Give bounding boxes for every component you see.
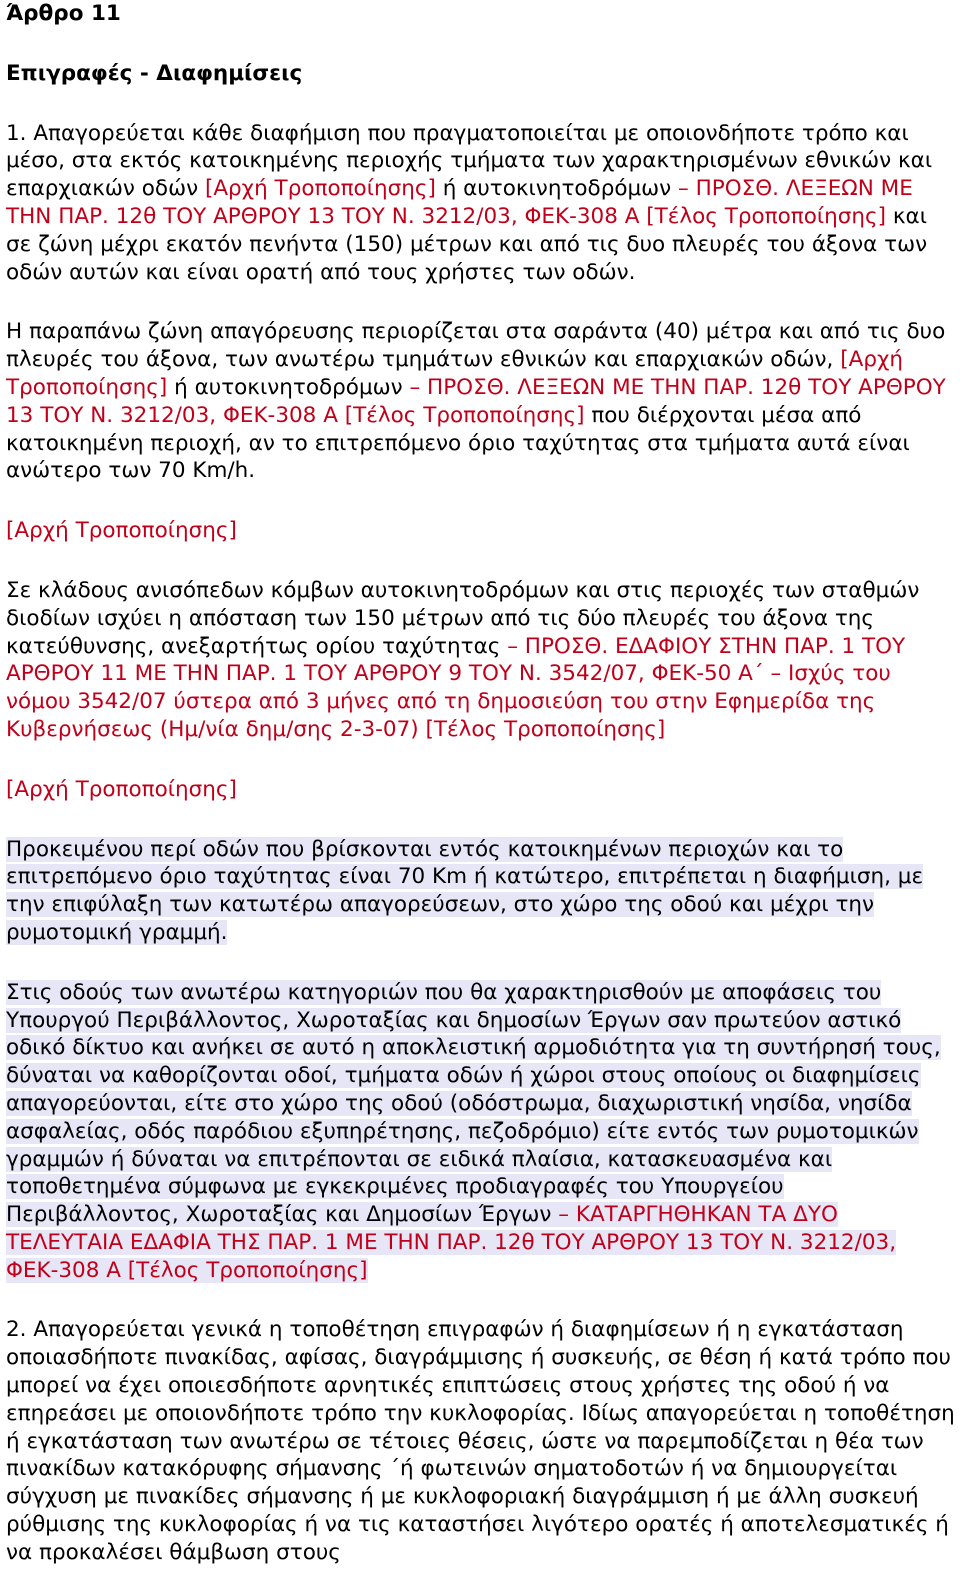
paragraph-1-text-a: 1. Απαγορεύεται κάθε διαφήμιση που πραγματοποιείται με οποιονδήποτε τρόπο και μέσο, στα εκτός κατοικημένης περιοχής τμήματα των χαρακτηρισμένων εθνικών και επαρχιακών οδών: [6, 120, 933, 202]
highlighted-text: Στις οδούς των ανωτέρω κατηγοριών που θα χαρακτηρισθούν με αποφάσεις του Υπουργού Περιβάλλοντος, Χωροταξίας και δημοσίων Έργων σαν πρωτεύον αστικό οδικό δίκτυο και ανήκει σε αυτό η αποκλειστική αρμοδιότητα για τη συντήρησή τους, δύναται να καθορίζονται οδοί, τμήματα οδών ή χώροι στους οποίους οι διαφημίσεις απαγορεύονται, είτε στο χώρο της οδού (οδόστρωμα, διαχωριστική νησίδα, νησίδα ασφαλείας, οδός παρόδιου εξυπηρέτησης, πεζοδρόμιο) είτε εντός των ρυμοτομικών γραμμών ή δύναται να επιτρέπονται σε ειδικά πλαίσια, κατασκευασμένα και τοποθετημένα σύμφωνα με εγκεκριμένες προδιαγραφές του Υπουργείου Περιβάλλοντος, Χωροταξίας και Δημοσίων Έργων: [6, 979, 941, 1228]
paragraph-7: [6, 979, 956, 1285]
paragraph-1-text-b: ή αυτοκινητοδρόμων: [435, 176, 679, 202]
paragraph-4: [6, 577, 956, 744]
paragraph-2-text-b: ή αυτοκινητοδρόμων: [167, 374, 410, 400]
amendment-note: – ΠΡΟΣΘ. ΕΔΑΦΙΟΥ ΣΤΗΝ ΠΑΡ. 1 ΤΟΥ ΑΡΘΡΟΥ 11 ΜΕ ΤΗΝ ΠΑΡ. 1 ΤΟΥ ΑΡΘΡΟΥ 9 ΤΟΥ Ν. 3542/07, ΦΕΚ-50 Α΄ – Ισχύς του νόμου 3542/07 ύστερα από 3 μήνες από τη δημοσιεύση του στην Εφημερίδα της Κυβερνήσεως (Ημ/νία δημ/σης 2-3-07) [Τέλος Τροποποίησης]: [6, 633, 906, 742]
amendment-start-marker: [Αρχή Τροποποίησης]: [6, 347, 904, 400]
paragraph-2: [6, 318, 956, 485]
amendment-start-marker: [Αρχή Τροποποίησης]: [6, 518, 237, 544]
paragraph-1: [6, 120, 956, 287]
paragraph-8-text: 2. Απαγορεύεται γενικά η τοποθέτηση επιγραφών ή διαφημίσεων ή η εγκατάσταση οποιασδήποτε πινακίδας, αφίσας, διαγράμμισης ή συσκευής, σε θέση ή κατά τρόπο που μπορεί να έχει οποιεσδήποτε αρνητικές επιπτώσεις στους χρήστες της οδού ή να επηρεάσει με οποιονδήποτε τρόπο την κυκλοφορίας. Ιδίως απαγορεύεται η τοποθέτηση ή εγκατάσταση των ανωτέρω σε τέτοιες θέσεις, ώστε να παρεμποδίζεται η θέα των πινακίδων κατακόρυφης σήμανσης ΄ή φωτεινών σηματοδοτών ή να δημιουργείται σύγχυση με πινακίδες σήμανσης ή με κυκλοφοριακή διαγράμμιση ή με άλλη συσκευή ρύθμισης της κυκλοφορίας ή να τις καταστήσει λιγότερο ορατές ή αποτελεσματικές ή να προκαλέσει θάμβωση στους: [6, 1317, 955, 1565]
highlighted-text: Προκειμένου περί οδών που βρίσκονται εντός κατοικημένων περιοχών και το επιτρεπόμενο όριο ταχύτητας είναι 70 Km ή κατώτερο, επιτρέπεται η διαφήμιση, με την επιφύλαξη των κατωτέρω απαγορεύσεων, στο χώρο της οδού και μέχρι την ρυμοτομική γραμμή.: [6, 836, 924, 945]
paragraph-2-text-a: Η παραπάνω ζώνη απαγόρευσης περιορίζεται στα σαράντα (40) μέτρα και από τις δυο πλευρές του άξονα, των ανωτέρω τμημάτων εθνικών και επαρχιακών οδών,: [6, 319, 946, 373]
amendment-note: – ΠΡΟΣΘ. ΛΕΞΕΩΝ ΜΕ ΤΗΝ ΠΑΡ. 12θ ΤΟΥ ΑΡΘΡΟΥ 13 ΤΟΥ Ν. 3212/03, ΦΕΚ-308 Α [Τέλος Τροποποίησης]: [6, 374, 946, 428]
paragraph-4-text: Σε κλάδους ανισόπεδων κόμβων αυτοκινητοδρόμων και στις περιοχές των σταθμών διοδίων ισχύει η απόσταση των 150 μέτρων από τις δύο πλευρές του άξονα της κατεύθυνσης, ανεξαρτήτως ορίου ταχύτητας: [6, 577, 920, 659]
amendment-note: – ΚΑΤΑΡΓΗΘΗΚΑΝ ΤΑ ΔΥΟ ΤΕΛΕΥΤΑΙΑ ΕΔΑΦΙΑ ΤΗΣ ΠΑΡ. 1 ΜΕ ΤΗΝ ΠΑΡ. 12θ ΤΟΥ ΑΡΘΡΟΥ 13 ΤΟΥ Ν. 3212/03, ΦΕΚ-308 Α [Τέλος Τροποποίησης]: [6, 1202, 897, 1283]
section-title: Επιγραφές - Διαφημίσεις: [6, 60, 303, 86]
paragraph-8: [6, 1316, 956, 1566]
amendment-note: – ΠΡΟΣΘ. ΛΕΞΕΩΝ ΜΕ ΤΗΝ ΠΑΡ. 12θ ΤΟΥ ΑΡΘΡΟΥ 13 ΤΟΥ Ν. 3212/03, ΦΕΚ-308 Α [Τέλος Τροποποίησης]: [6, 176, 913, 229]
amendment-start-marker: [Αρχή Τροποποίησης]: [204, 176, 436, 202]
paragraph-2-text-c: που διέρχονται μέσα από κατοικημένη περιοχή, αν το επιτρεπόμενο όριο ταχύτητας στα τμήματα αυτά είναι ανώτερο των 70 Km/h.: [6, 402, 910, 484]
amendment-start-marker: [Αρχή Τροποποίησης]: [6, 776, 237, 802]
article-title: Άρθρο 11: [6, 1, 121, 26]
paragraph-1-text-c: και σε ζώνη μέχρι εκατόν πενήντα (150) μέτρων και από τις δυο πλευρές του άξονα των οδών αυτών και είναι ορατή από τους χρήστες των οδών.: [6, 203, 928, 285]
paragraph-6: [6, 836, 956, 947]
